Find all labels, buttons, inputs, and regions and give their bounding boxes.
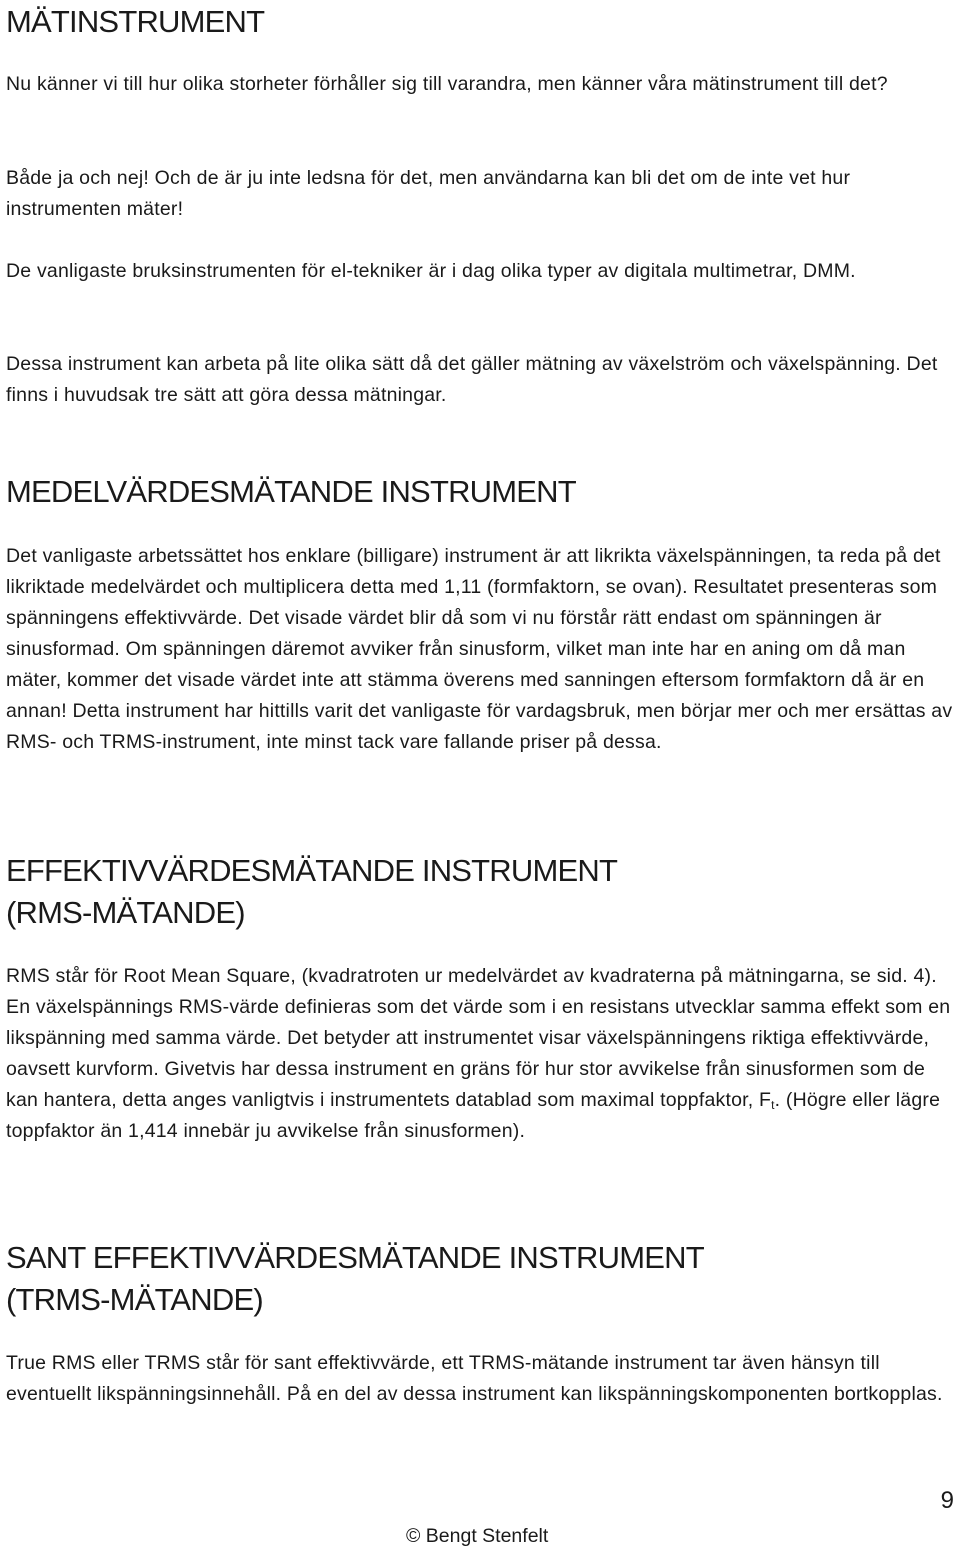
heading-rms-line1: EFFEKTIVVÄRDESMÄTANDE INSTRUMENT	[6, 853, 618, 888]
rms-text-main: RMS står för Root Mean Square, (kvadratroten ur medelvärdet av kvadraterna på mätningarna, se sid. 4). En växelspännings RMS-värde definieras som det värde som i en resistans utvecklar samma effekt som en likspänning med samma värde. Det betyder att instrumentet visar växelspänningens riktiga effektivvärde, oavsett kurvform. Givetvis har dessa instrument en gräns för hur stor avvikelse från sinusformen som de kan hantera, detta anges vanligtvis i instrumentets datablad som maximal toppfaktor, F	[6, 965, 951, 1111]
paragraph-intro-question: Nu känner vi till hur olika storheter förhåller sig till varandra, men känner våra mätinstrument till det?	[6, 73, 888, 95]
heading-medelvarde: MEDELVÄRDESMÄTANDE INSTRUMENT	[6, 474, 576, 509]
heading-rms-line2: (RMS-MÄTANDE)	[6, 895, 245, 930]
paragraph-intro-answer: Både ja och nej! Och de är ju inte ledsna för det, men användarna kan bli det om de inte vet hur instrumenten mäter!	[6, 167, 851, 220]
paragraph-medelvarde: Det vanligaste arbetssättet hos enklare (billigare) instrument är att likrikta växelspänningen, ta reda på det likriktade medelvärdet och multiplicera detta med 1,11 (formfaktorn, se ovan). Resultatet presenteras som spänningens effektivvärde. Det visade värdet blir då som vi nu förstår rätt endast om spänningen är sinusformad. Om spänningen däremot avviker från sinusform, vilket man inte har en aning om då man mäter, kommer det visade värdet inte att stämma överens med sanningen eftersom formfaktorn då är en annan! Detta instrument har hittills varit det vanligaste för vardagsbruk, men börjar mer och mer ersättas av RMS- och TRMS-instrument, inte minst tack vare fallande priser på dessa.	[6, 545, 953, 753]
page-number: 9	[940, 1487, 954, 1514]
paragraph-three-methods: Dessa instrument kan arbeta på lite olika sätt då det gäller mätning av växelström och växelspänning. Det finns i huvudsak tre sätt att göra dessa mätningar.	[6, 353, 938, 406]
heading-matinstrument: MÄTINSTRUMENT	[6, 4, 265, 39]
heading-trms-line1: SANT EFFEKTIVVÄRDESMÄTANDE INSTRUMENT	[6, 1240, 704, 1275]
copyright-text: © Bengt Stenfelt	[406, 1525, 549, 1547]
rms-text-tail: . (Högre eller lägre toppfaktor än 1,414 innebär ju avvikelse från sinusformen).	[6, 1089, 941, 1142]
paragraph-dmm: De vanligaste bruksinstrumenten för el-tekniker är i dag olika typer av digitala multimetrar, DMM.	[6, 260, 856, 282]
paragraph-rms	[6, 961, 958, 1147]
toppfaktor-subscript: t	[771, 1098, 775, 1112]
heading-trms-line2: (TRMS-MÄTANDE)	[6, 1282, 263, 1317]
paragraph-trms: True RMS eller TRMS står för sant effektivvärde, ett TRMS-mätande instrument tar även hänsyn till eventuellt likspänningsinnehåll. På en del av dessa instrument kan likspänningskomponenten bortkopplas.	[6, 1352, 943, 1405]
